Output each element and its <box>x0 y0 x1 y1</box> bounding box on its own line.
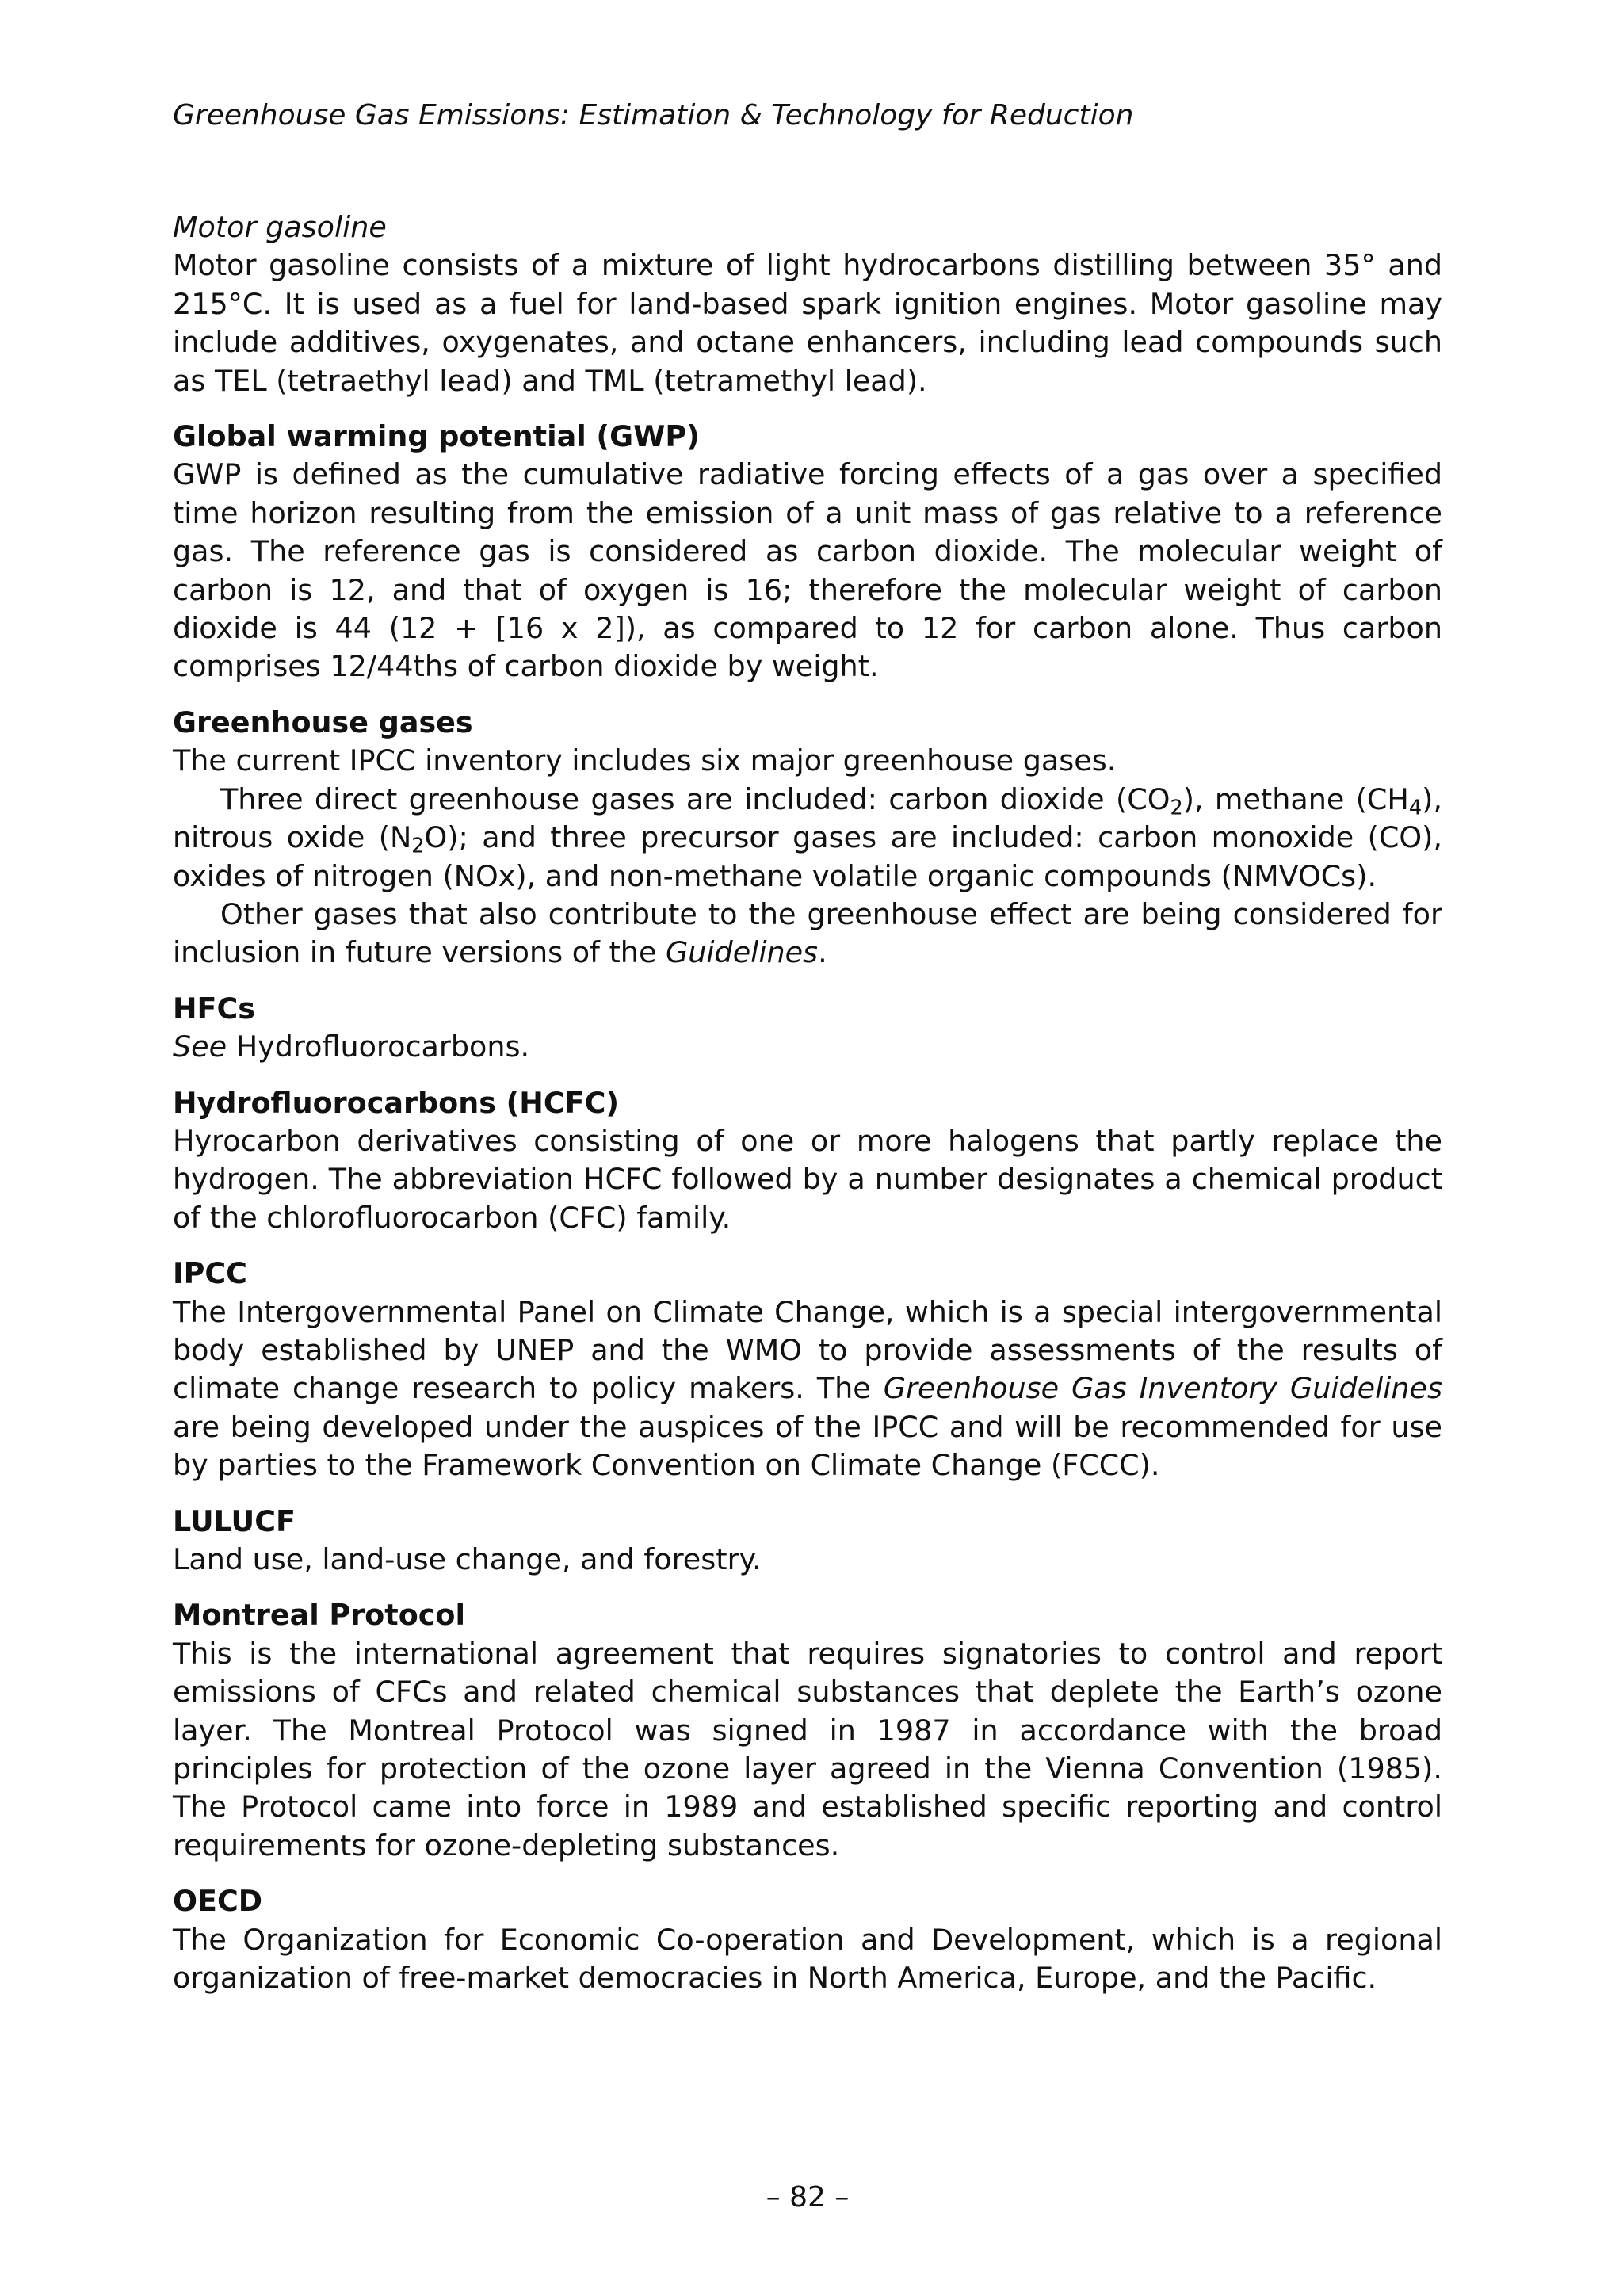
entry-motor-gasoline <box>173 208 1442 400</box>
entry-lulucf <box>173 1503 1442 1580</box>
term-oecd: OECD <box>173 1884 263 1919</box>
term-montreal-protocol: Montreal Protocol <box>173 1598 466 1633</box>
text-segment: are being developed under the auspices of the IPCC and will be recommended for use by parties to the Framework Convention on Climate Change (FCCC). <box>173 1409 1442 1483</box>
definition-greenhouse-gases-p3 <box>173 896 1442 972</box>
running-header: Greenhouse Gas Emissions: Estimation & Technology for Reduction <box>173 99 1134 132</box>
term-ipcc: IPCC <box>173 1256 247 1291</box>
definition-motor-gasoline: Motor gasoline consists of a mixture of light hydrocarbons distilling between 35° and 215°C. It is used as a fuel for land-based spark ignition engines. Motor gasoline may include additives, oxygenates, and octane enhancers, including lead compounds such as TEL (tetraethyl lead) and TML (tetramethyl lead). <box>173 248 1442 398</box>
entry-hcfc <box>173 1084 1442 1238</box>
entry-gwp <box>173 418 1442 686</box>
italic-segment: Guidelines <box>666 935 819 970</box>
term-lulucf: LULUCF <box>173 1503 296 1538</box>
text-segment: ), methane (CH <box>1182 781 1409 816</box>
subscript: 2 <box>1170 796 1183 820</box>
entry-hfcs <box>173 990 1442 1067</box>
definition-oecd: The Organization for Economic Co-operation and Development, which is a regional organization of free-market democracies in North America, Europe, and the Pacific. <box>173 1922 1442 1996</box>
definition-lulucf: Land use, land-use change, and forestry. <box>173 1542 762 1576</box>
definition-montreal-protocol: This is the international agreement that requires signatories to control and report emissions of CFCs and related chemical substances that deplete the Earth’s ozone layer. The Montreal Protocol was signed in 1987 in accordance with the broad principles for protection of the ozone layer agreed in the Vienna Convention (1985). The Protocol came into force in 1989 and established specific reporting and control requirements for ozone-depleting substances. <box>173 1636 1442 1862</box>
italic-segment: Greenhouse Gas Inventory Guidelines <box>883 1371 1442 1406</box>
subscript: 4 <box>1408 796 1423 820</box>
text-segment: The Intergovernmental Panel on Climate Change, which is a special intergovernmental body established by UNEP and the WMO to provide assessments of the results of climate change research to policy makers. The <box>173 1294 1442 1406</box>
see-label: See <box>173 1030 227 1064</box>
entry-greenhouse-gases <box>173 704 1442 972</box>
definition-hfcs <box>173 1028 1442 1066</box>
text-segment: O); and three precursor gases are included: carbon monoxide (CO), oxides of nitrogen (NOx), and non-methane volatile organic compounds (NMVOCs). <box>173 820 1442 893</box>
definition-greenhouse-gases-p1: The current IPCC inventory includes six major greenhouse gases. <box>173 743 1117 778</box>
definition-hcfc: Hyrocarbon derivatives consisting of one or more halogens that partly replace the hydrogen. The abbreviation HCFC followed by a number designates a chemical product of the chlorofluorocarbon (CFC) family. <box>173 1123 1442 1235</box>
definition-greenhouse-gases-p2 <box>173 781 1442 896</box>
term-hcfc: Hydrofluorocarbons (HCFC) <box>173 1085 620 1120</box>
glossary-content <box>173 208 1442 2015</box>
term-gwp: Global warming potential (GWP) <box>173 419 700 454</box>
term-motor-gasoline: Motor gasoline <box>173 210 387 244</box>
page-number: – 82 – <box>766 2181 850 2214</box>
document-page <box>173 0 1442 2296</box>
term-hfcs: HFCs <box>173 991 255 1026</box>
text-segment: Three direct greenhouse gases are included: carbon dioxide (CO <box>220 781 1170 816</box>
text-segment: ), nitrous oxide (N <box>173 781 1442 855</box>
subscript: 2 <box>411 834 425 858</box>
text-segment: . <box>818 935 827 970</box>
cross-reference: Hydrofluorocarbons. <box>227 1030 530 1064</box>
entry-oecd <box>173 1882 1442 1997</box>
entry-montreal-protocol <box>173 1596 1442 1865</box>
term-greenhouse-gases: Greenhouse gases <box>173 705 473 739</box>
text-segment: Other gases that also contribute to the greenhouse effect are being considered for inclusion in future versions of the <box>173 896 1442 970</box>
entry-ipcc <box>173 1255 1442 1484</box>
definition-gwp: GWP is defined as the cumulative radiative forcing effects of a gas over a specified time horizon resulting from the emission of a unit mass of gas relative to a reference gas. The reference gas is considered as carbon dioxide. The molecular weight of carbon is 12, and that of oxygen is 16; therefore the molecular weight of carbon dioxide is 44 (12 + [16 x 2]), as compared to 12 for carbon alone. Thus carbon comprises 12/44ths of carbon dioxide by weight. <box>173 457 1442 684</box>
definition-ipcc <box>173 1293 1442 1485</box>
